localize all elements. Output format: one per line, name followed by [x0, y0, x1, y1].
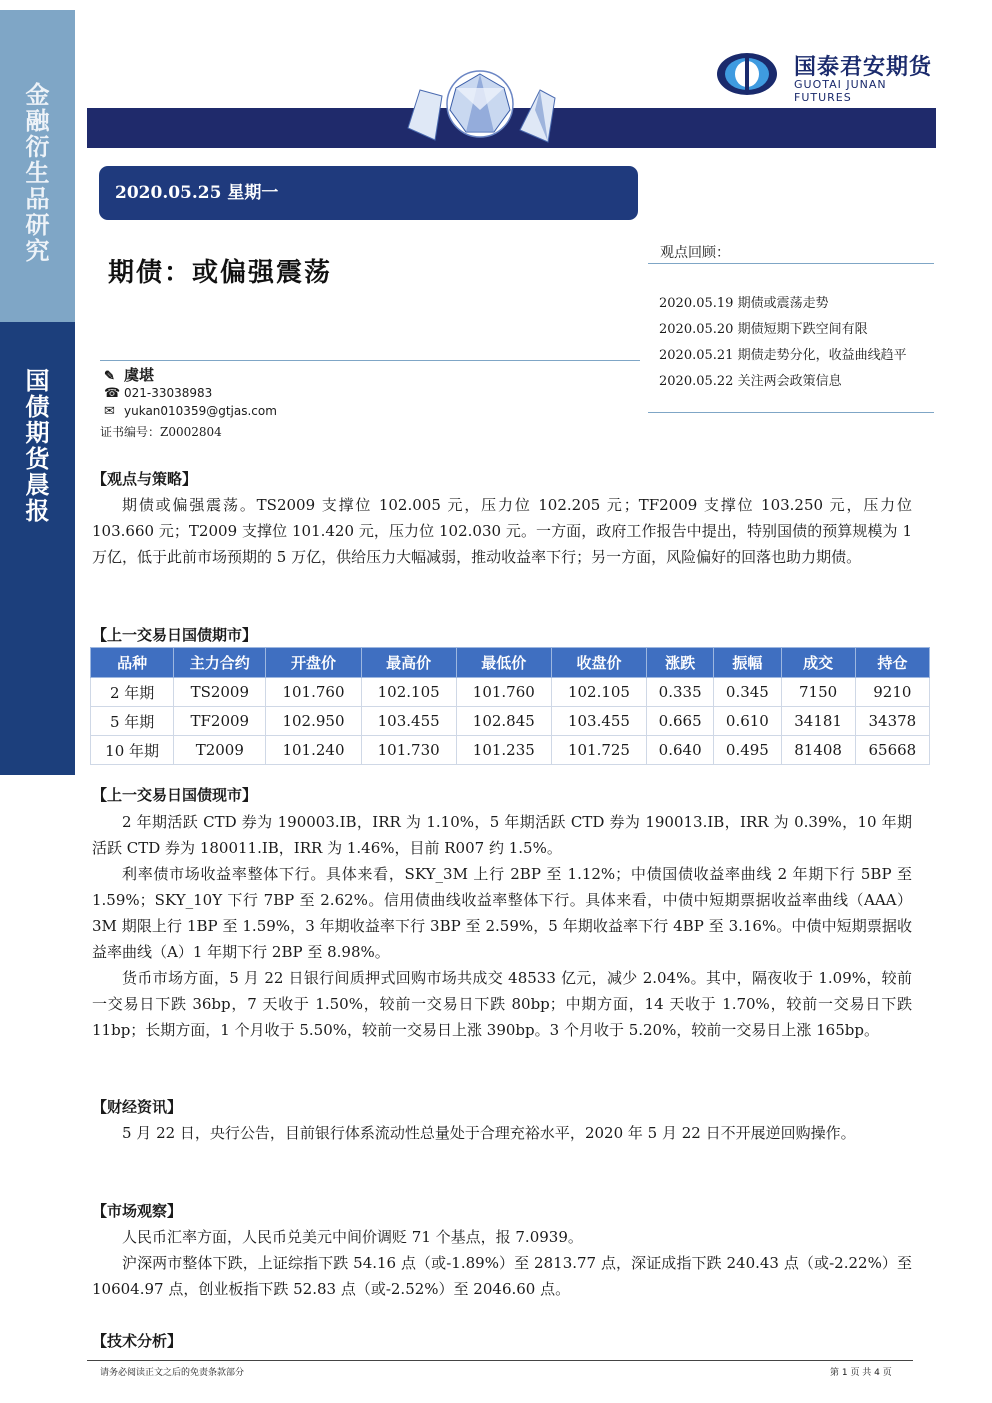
sidebar-char: 货: [25, 445, 50, 473]
table-cell: 5 年期: [91, 707, 174, 736]
table-cell: 7150: [781, 678, 855, 707]
pen-icon: ✎: [104, 369, 115, 384]
sidebar-char: 研: [25, 211, 50, 239]
date-banner: [99, 166, 638, 220]
table-cell: 0.335: [647, 678, 714, 707]
diamond-decoration-icon: [380, 70, 580, 150]
review-item[interactable]: 2020.05.22 关注两会政策信息: [659, 374, 842, 389]
section-title-view: 【观点与策略】: [92, 470, 198, 488]
author-phone: 021-33038983: [124, 386, 213, 400]
table-cell: TS2009: [174, 678, 266, 707]
table-cell: 0.665: [647, 707, 714, 736]
table-cell: 34181: [781, 707, 855, 736]
page-number: 第 1 页 共 4 页: [830, 1368, 892, 1378]
sidebar-report-type-text: [0, 368, 75, 524]
review-divider-top: [648, 263, 934, 264]
table-cell: 101.240: [266, 736, 361, 765]
review-item[interactable]: 2020.05.20 期债短期下跌空间有限: [659, 322, 868, 337]
table-cell: 101.730: [361, 736, 456, 765]
review-item[interactable]: 2020.05.19 期债或震荡走势: [659, 296, 829, 311]
sidebar-category-text: [0, 82, 75, 264]
table-header-cell: 成交: [781, 648, 855, 678]
table-header-cell: 主力合约: [174, 648, 266, 678]
sidebar-char: 金: [25, 81, 50, 109]
table-cell: 101.725: [551, 736, 646, 765]
sidebar-top-band: [0, 10, 75, 322]
table-cell: 0.345: [714, 678, 781, 707]
sidebar-char: 衍: [25, 133, 50, 161]
table-cell: 101.760: [266, 678, 361, 707]
author-email[interactable]: yukan010359@gtjas.com: [124, 404, 277, 418]
mail-icon: ✉: [104, 404, 115, 419]
logo-name-en: GUOTAI JUNAN FUTURES: [794, 78, 887, 104]
table-cell: T2009: [174, 736, 266, 765]
table-cell: 65668: [855, 736, 929, 765]
sidebar-char: 融: [25, 107, 50, 135]
sidebar-char: 报: [25, 497, 50, 525]
table-header-row: [91, 648, 930, 678]
phone-icon: ☎: [104, 386, 121, 401]
table-cell: 9210: [855, 678, 929, 707]
section-body-spot: [92, 809, 912, 1043]
table-row: [91, 707, 930, 736]
footer-disclaimer: 请务必阅读正文之后的免责条款部分: [100, 1368, 245, 1378]
review-divider-bottom: [648, 412, 934, 413]
sidebar-bottom-band: [0, 322, 75, 775]
paragraph: 沪深两市整体下跌，上证综指下跌 54.16 点（或-1.89%）至 2813.77 点，深证成指下跌 240.43 点（或-2.22%）至 10604.97 点，创业板指下跌 52.83 点（或-2.52%）至 2046.60 点。: [92, 1254, 912, 1298]
table-header-cell: 品种: [91, 648, 174, 678]
table-cell: 102.105: [551, 678, 646, 707]
table-row: [91, 678, 930, 707]
futures-market-table: [90, 647, 930, 765]
author-email-row: [104, 404, 277, 419]
section-title-tech: 【技术分析】: [92, 1332, 183, 1350]
logo-mark-icon: [716, 52, 778, 96]
author-phone-row: [104, 386, 212, 401]
report-title: 期债：或偏强震荡: [108, 258, 333, 288]
table-cell: 102.845: [456, 707, 551, 736]
table-cell: 103.455: [361, 707, 456, 736]
table-cell: 101.760: [456, 678, 551, 707]
section-title-spot: 【上一交易日国债现市】: [92, 786, 258, 804]
table-header-cell: 涨跌: [647, 648, 714, 678]
review-list: [659, 291, 907, 395]
paragraph: 人民币汇率方面，人民币兑美元中间价调贬 71 个基点，报 7.0939。: [122, 1228, 583, 1246]
table-cell: 34378: [855, 707, 929, 736]
paragraph: 2 年期活跃 CTD 券为 190003.IB，IRR 为 1.10%，5 年期活跃 CTD 券为 190013.IB，IRR 为 0.39%，10 年期活跃 CTD 券为 180011.IB，IRR 为 1.46%，目前 R007 约 1.5%。: [92, 813, 912, 857]
table-cell: 0.610: [714, 707, 781, 736]
table-cell: 81408: [781, 736, 855, 765]
sidebar-char: 生: [25, 159, 50, 187]
author-name-row: [104, 364, 154, 385]
table-cell: 2 年期: [91, 678, 174, 707]
section-body-news: [92, 1120, 912, 1146]
author-cert: 证书编号：Z0002804: [100, 425, 222, 439]
table-cell: 0.640: [647, 736, 714, 765]
table-cell: 10 年期: [91, 736, 174, 765]
author-divider: [100, 360, 640, 361]
section-title-news: 【财经资讯】: [92, 1098, 183, 1116]
sidebar-char: 究: [25, 237, 50, 265]
footer-divider: [87, 1360, 913, 1361]
table-cell: 0.495: [714, 736, 781, 765]
section-title-market: 【市场观察】: [92, 1202, 183, 1220]
section-body-market: [92, 1224, 912, 1302]
table-cell: TF2009: [174, 707, 266, 736]
sidebar-char: 期: [25, 419, 50, 447]
table-header-cell: 最低价: [456, 648, 551, 678]
table-row: [91, 736, 930, 765]
paragraph: 5 月 22 日，央行公告，目前银行体系流动性总量处于合理充裕水平，2020 年 5 月 22 日不开展逆回购操作。: [122, 1124, 856, 1142]
paragraph: 利率债市场收益率整体下行。具体来看，SKY_3M 上行 2BP 至 1.12%；中债国债收益率曲线 2 年期下行 5BP 至 1.59%；SKY_10Y 下行 7BP 至 2.62%。信用债曲线收益率整体下行。具体来看，中债中短期票据收益率曲线（AAA）3M 期限上行 1BP 至 1.59%，3 年期收益率下行 3BP 至 2.59%，5 年期收益率下行 4BP 至 3.16%。中债中短期票据收益率曲线（A）1 年期下行 2BP 至 8.98%。: [92, 865, 912, 961]
table-header-cell: 振幅: [714, 648, 781, 678]
sidebar-char: 债: [25, 393, 50, 421]
section-body-view: [92, 492, 912, 570]
paragraph: 期债或偏强震荡。TS2009 支撑位 102.005 元，压力位 102.205 元；TF2009 支撑位 103.250 元，压力位 103.660 元；T2009 支撑位 101.420 元，压力位 102.030 元。一方面，政府工作报告中提出，特别国债的预算规模为 1 万亿，低于此前市场预期的 5 万亿，供给压力大幅减弱，推动收益率下行；另一方面，风险偏好的回落也助力期债。: [92, 496, 912, 566]
table-cell: 102.105: [361, 678, 456, 707]
table-header-cell: 最高价: [361, 648, 456, 678]
table-header-cell: 持仓: [855, 648, 929, 678]
review-heading: 观点回顾：: [660, 245, 730, 261]
paragraph: 货币市场方面，5 月 22 日银行间质押式回购市场共成交 48533 亿元，减少 2.04%。其中，隔夜收于 1.09%，较前一交易日下跌 36bp，7 天收于 1.50%，较前一交易日下跌 80bp；中期方面，14 天收于 1.70%，较前一交易日下跌 11bp；长期方面，1 个月收于 5.50%，较前一交易日上涨 390bp。3 个月收于 5.20%，较前一交易日上涨 165bp。: [92, 969, 912, 1039]
table-cell: 102.950: [266, 707, 361, 736]
logo-name-cn: 国泰君安期货: [794, 55, 933, 80]
table-header-cell: 开盘价: [266, 648, 361, 678]
section-title-futures: 【上一交易日国债期市】: [92, 626, 258, 644]
sidebar-char: 晨: [25, 471, 50, 499]
table-cell: 103.455: [551, 707, 646, 736]
review-item[interactable]: 2020.05.21 期债走势分化，收益曲线趋平: [659, 348, 907, 363]
sidebar-char: 品: [25, 185, 50, 213]
table-cell: 101.235: [456, 736, 551, 765]
company-logo: [716, 50, 936, 104]
sidebar-char: 国: [25, 367, 50, 395]
table-header-cell: 收盘价: [551, 648, 646, 678]
author-name: 虞堪: [124, 366, 155, 384]
report-date: 2020.05.25 星期一: [115, 183, 279, 203]
